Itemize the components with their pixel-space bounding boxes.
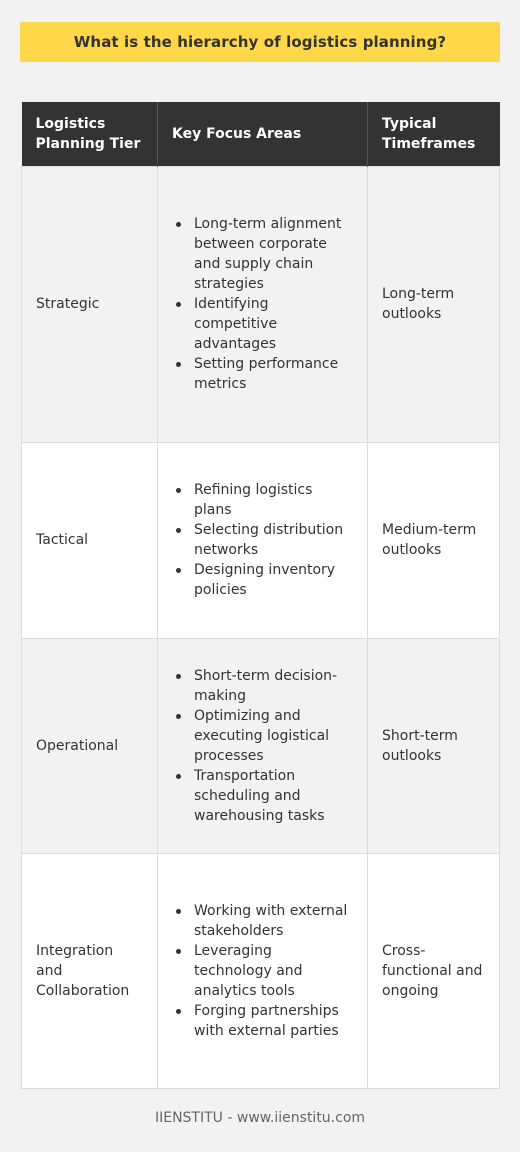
focus-item: Long-term alignment between corporate and supply chain strategies [172,214,353,294]
tier-cell: Operational [22,638,158,853]
focus-item: Designing inventory policies [172,560,353,600]
table-header-row [22,102,500,166]
header-tier: Logistics Planning Tier [22,102,158,166]
focus-item: Transportation scheduling and warehousing tasks [172,766,353,826]
focus-list [172,480,353,600]
focus-item: Refining logistics plans [172,480,353,520]
focus-cell [158,638,368,853]
focus-item: Setting performance metrics [172,354,353,394]
title-banner [20,22,500,62]
table-row [22,166,500,442]
focus-list [172,666,353,826]
focus-item: Working with external stakeholders [172,901,353,941]
timeframe-cell: Short-term outlooks [368,638,500,853]
table-row [22,442,500,638]
focus-item: Short-term decision-making [172,666,353,706]
focus-cell [158,853,368,1088]
timeframe-cell: Medium-term outlooks [368,442,500,638]
header-timeframe: Typical Timeframes [368,102,500,166]
table-row [22,638,500,853]
tier-cell: Integration and Collaboration [22,853,158,1088]
page-title: What is the hierarchy of logistics planning? [73,33,447,51]
header-focus: Key Focus Areas [158,102,368,166]
focus-list [172,901,353,1041]
tier-cell: Tactical [22,442,158,638]
footer-credit: IIENSTITU - www.iienstitu.com [154,1110,366,1126]
tier-cell: Strategic [22,166,158,442]
logistics-tiers-table [21,102,500,1089]
timeframe-cell: Cross-functional and ongoing [368,853,500,1088]
table-row [22,853,500,1088]
focus-cell [158,442,368,638]
focus-item: Optimizing and executing logistical processes [172,706,353,766]
timeframe-cell: Long-term outlooks [368,166,500,442]
focus-cell [158,166,368,442]
focus-list [172,214,353,394]
focus-item: Leveraging technology and analytics tools [172,941,353,1001]
focus-item: Forging partnerships with external parties [172,1001,353,1041]
focus-item: Identifying competitive advantages [172,294,353,354]
focus-item: Selecting distribution networks [172,520,353,560]
